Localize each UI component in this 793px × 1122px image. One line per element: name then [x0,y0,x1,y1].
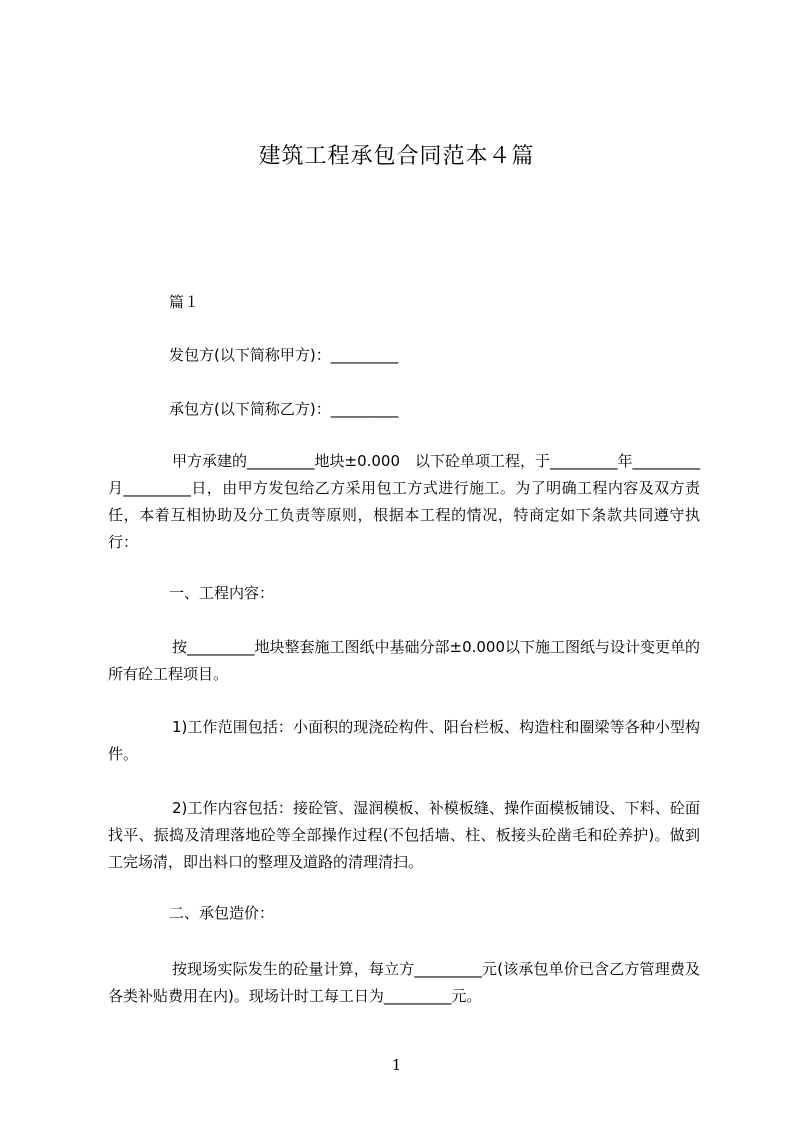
page-number: 1 [391,1056,402,1074]
article-label: 篇１ [169,293,200,311]
document-title: 建筑工程承包合同范本４篇 [258,144,535,169]
party-a-line: 发包方(以下简称甲方)：_________ [169,346,399,364]
party-b-line: 承包方(以下简称乙方)：_________ [169,400,399,418]
section-heading-contract-price: 二、承包造价： [169,904,275,922]
contract-price-paragraph: 按现场实际发生的砼量计算，每立方_________元(该承包单价已含乙方管理费及各类补贴费用在内)。现场计时工每工日为_________元。 [108,960,700,1005]
work-content-paragraph: 按_________地块整套施工图纸中基础分部±0.000以下施工图纸与设计变更单的所有砼工程项目。 [108,638,701,683]
work-tasks-paragraph: 2)工作内容包括：接砼管、湿润模板、补模板缝、操作面模板铺设、下料、砼面找平、振捣及清理落地砼等全部操作过程(不包括墙、柱、板接头砼凿毛和砼养护)。做到工完场清，即出料口的整理及道路的清理清扫。 [108,799,700,871]
intro-paragraph: 甲方承建的_________地块±0.000 以下砼单项工程，于_________年_________月_________日，由甲方发包给乙方采用包工方式进行施工。为了明确工程内容及双方责任，本着互相协助及分工负责等原则，根据本工程的情况，特商定如下条款共同遵守执行： [108,452,701,551]
work-scope-paragraph: 1)工作范围包括：小面积的现浇砼构件、阳台栏板、构造柱和圈梁等各种小型构件。 [108,718,700,763]
section-heading-work-content: 一、工程内容： [169,584,275,602]
